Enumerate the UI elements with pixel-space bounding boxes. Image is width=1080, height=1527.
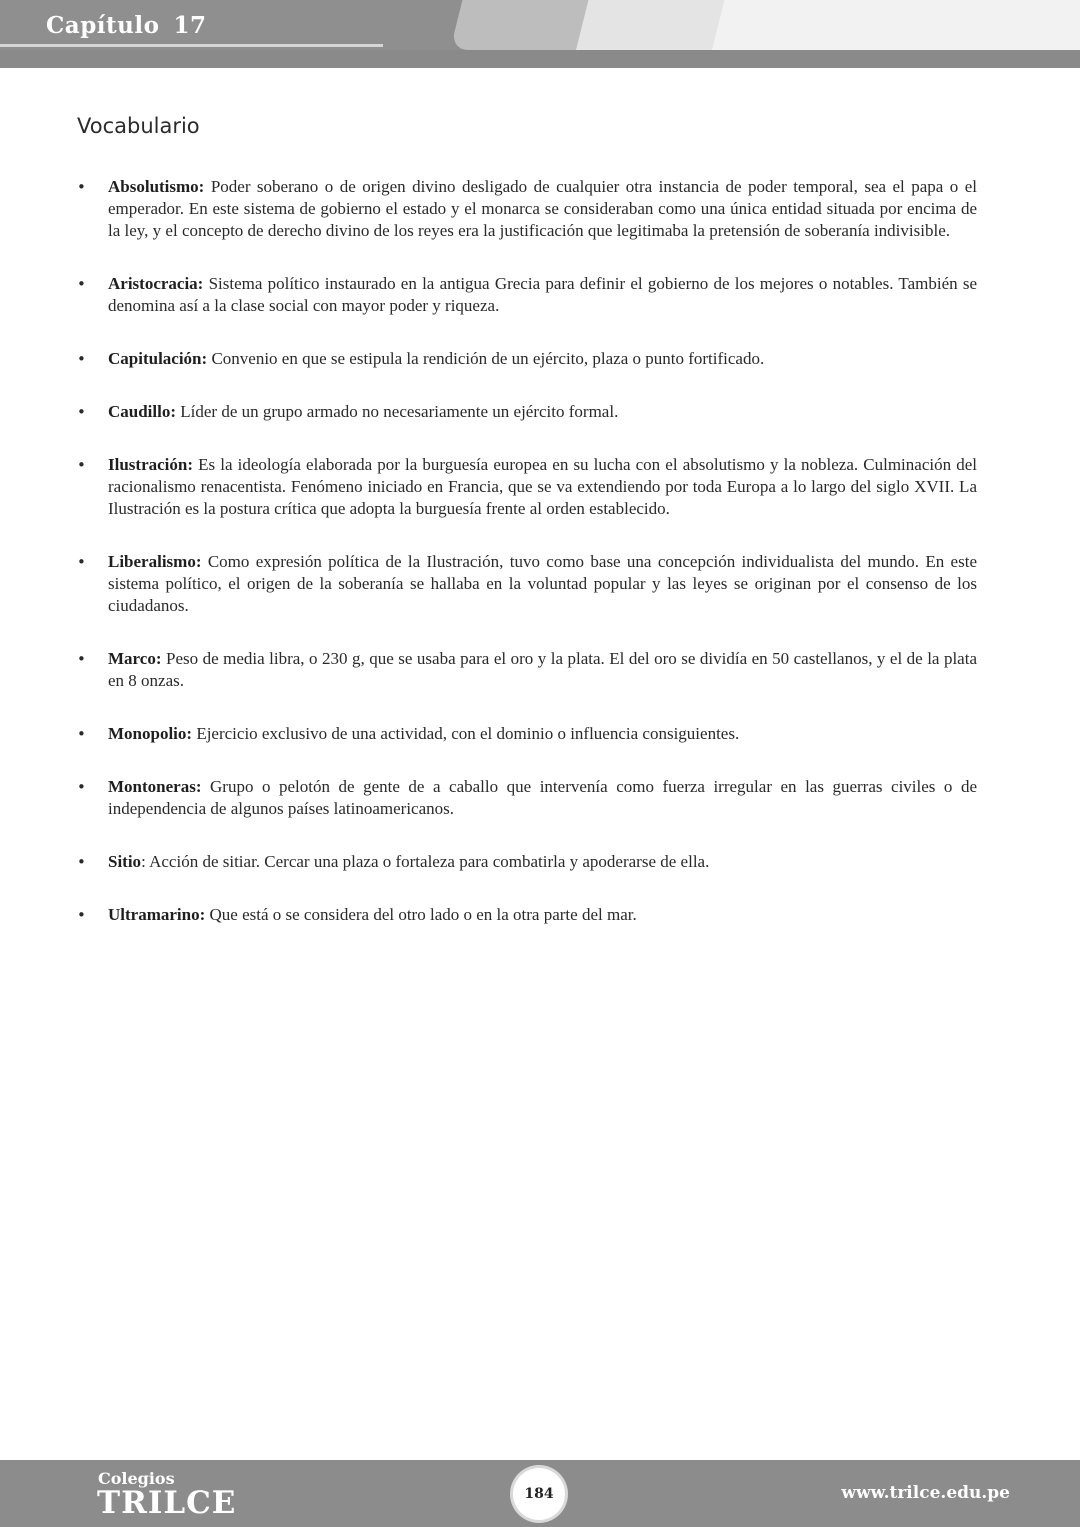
vocabulary-list <box>77 176 977 957</box>
bullet-icon: • <box>77 350 86 368</box>
vocabulary-term: Absolutismo: <box>108 177 205 196</box>
page-footer <box>0 1460 1080 1527</box>
chapter-number: 17 <box>173 12 207 39</box>
vocabulary-definition: : Acción de sitiar. Cercar una plaza o fortaleza para combatirla y apoderarse de ella. <box>141 852 710 871</box>
vocabulary-definition: Ejercicio exclusivo de una actividad, con el dominio o influencia consiguientes. <box>192 724 740 743</box>
vocabulary-item <box>77 776 977 820</box>
chapter-underline <box>0 44 383 47</box>
bullet-icon: • <box>77 853 86 871</box>
header-band <box>0 50 1080 68</box>
page-number-badge: 184 <box>513 1468 565 1520</box>
vocabulary-item <box>77 904 977 926</box>
chapter-heading <box>46 12 206 39</box>
vocabulary-item <box>77 648 977 692</box>
vocabulary-item <box>77 851 977 873</box>
page-header <box>0 0 1080 68</box>
bullet-icon: • <box>77 778 86 796</box>
bullet-icon: • <box>77 725 86 743</box>
vocabulary-definition: Peso de media libra, o 230 g, que se usaba para el oro y la plata. El del oro se dividía en 50 castellanos, y el de la plata en 8 onzas. <box>108 649 977 690</box>
vocabulary-definition: Es la ideología elaborada por la burguesía europea en su lucha con el absolutismo y la nobleza. Culminación del racionalismo renacentista. Fenómeno iniciado en Francia, que se va extendiendo por toda Europa a lo largo del siglo XVII. La Ilustración es la postura crítica que adopta la burguesía frente al orden establecido. <box>108 455 977 518</box>
vocabulary-term: Capitulación: <box>108 349 208 368</box>
vocabulary-item <box>77 176 977 242</box>
vocabulary-term: Monopolio: <box>108 724 193 743</box>
vocabulary-term: Marco: <box>108 649 162 668</box>
bullet-icon: • <box>77 178 86 196</box>
logo-colegios: Colegios <box>98 1469 175 1488</box>
vocabulary-term: Caudillo: <box>108 402 177 421</box>
vocabulary-definition: Convenio en que se estipula la rendición de un ejército, plaza o punto fortificado. <box>207 349 765 368</box>
website-url: www.trilce.edu.pe <box>841 1483 1010 1503</box>
bullet-icon: • <box>77 906 86 924</box>
vocabulary-definition: Grupo o pelotón de gente de a caballo que intervenía como fuerza irregular en las guerras civiles o de independencia de algunos países latinoamericanos. <box>108 777 977 818</box>
vocabulary-definition: Sistema político instaurado en la antigua Grecia para definir el gobierno de los mejores o notables. También se denomina así a la clase social con mayor poder y riqueza. <box>108 274 977 315</box>
section-title: Vocabulario <box>77 114 200 138</box>
vocabulary-item <box>77 273 977 317</box>
vocabulary-term: Liberalismo: <box>108 552 202 571</box>
chapter-label: Capítulo <box>46 12 160 39</box>
vocabulary-term: Sitio <box>108 852 142 871</box>
vocabulary-definition: Como expresión política de la Ilustración, tuvo como base una concepción individualista del mundo. En este sistema político, el origen de la soberanía se hallaba en la voluntad popular y las leyes se originan por el consenso de los ciudadanos. <box>108 552 977 615</box>
vocabulary-item <box>77 454 977 520</box>
vocabulary-definition: Que está o se considera del otro lado o en la otra parte del mar. <box>205 905 637 924</box>
vocabulary-definition: Líder de un grupo armado no necesariamente un ejército formal. <box>176 402 619 421</box>
vocabulary-term: Montoneras: <box>108 777 202 796</box>
bullet-icon: • <box>77 650 86 668</box>
vocabulary-term: Ilustración: <box>108 455 193 474</box>
bullet-icon: • <box>77 275 86 293</box>
vocabulary-item <box>77 348 977 370</box>
vocabulary-term: Aristocracia: <box>108 274 204 293</box>
bullet-icon: • <box>77 553 86 571</box>
vocabulary-term: Ultramarino: <box>108 905 206 924</box>
vocabulary-definition: Poder soberano o de origen divino desligado de cualquier otra instancia de poder temporal, sea el papa o el emperador. En este sistema de gobierno el estado y el monarca se consideraban como una única entidad situada por encima de la ley, y el concepto de derecho divino de los reyes era la justificación que legitimaba la pretensión de soberanía indivisible. <box>108 177 977 240</box>
bullet-icon: • <box>77 403 86 421</box>
vocabulary-item <box>77 551 977 617</box>
header-decoration-right <box>712 0 1080 50</box>
vocabulary-item <box>77 401 977 423</box>
vocabulary-item <box>77 723 977 745</box>
logo-trilce: TRILCE <box>97 1485 237 1521</box>
bullet-icon: • <box>77 456 86 474</box>
